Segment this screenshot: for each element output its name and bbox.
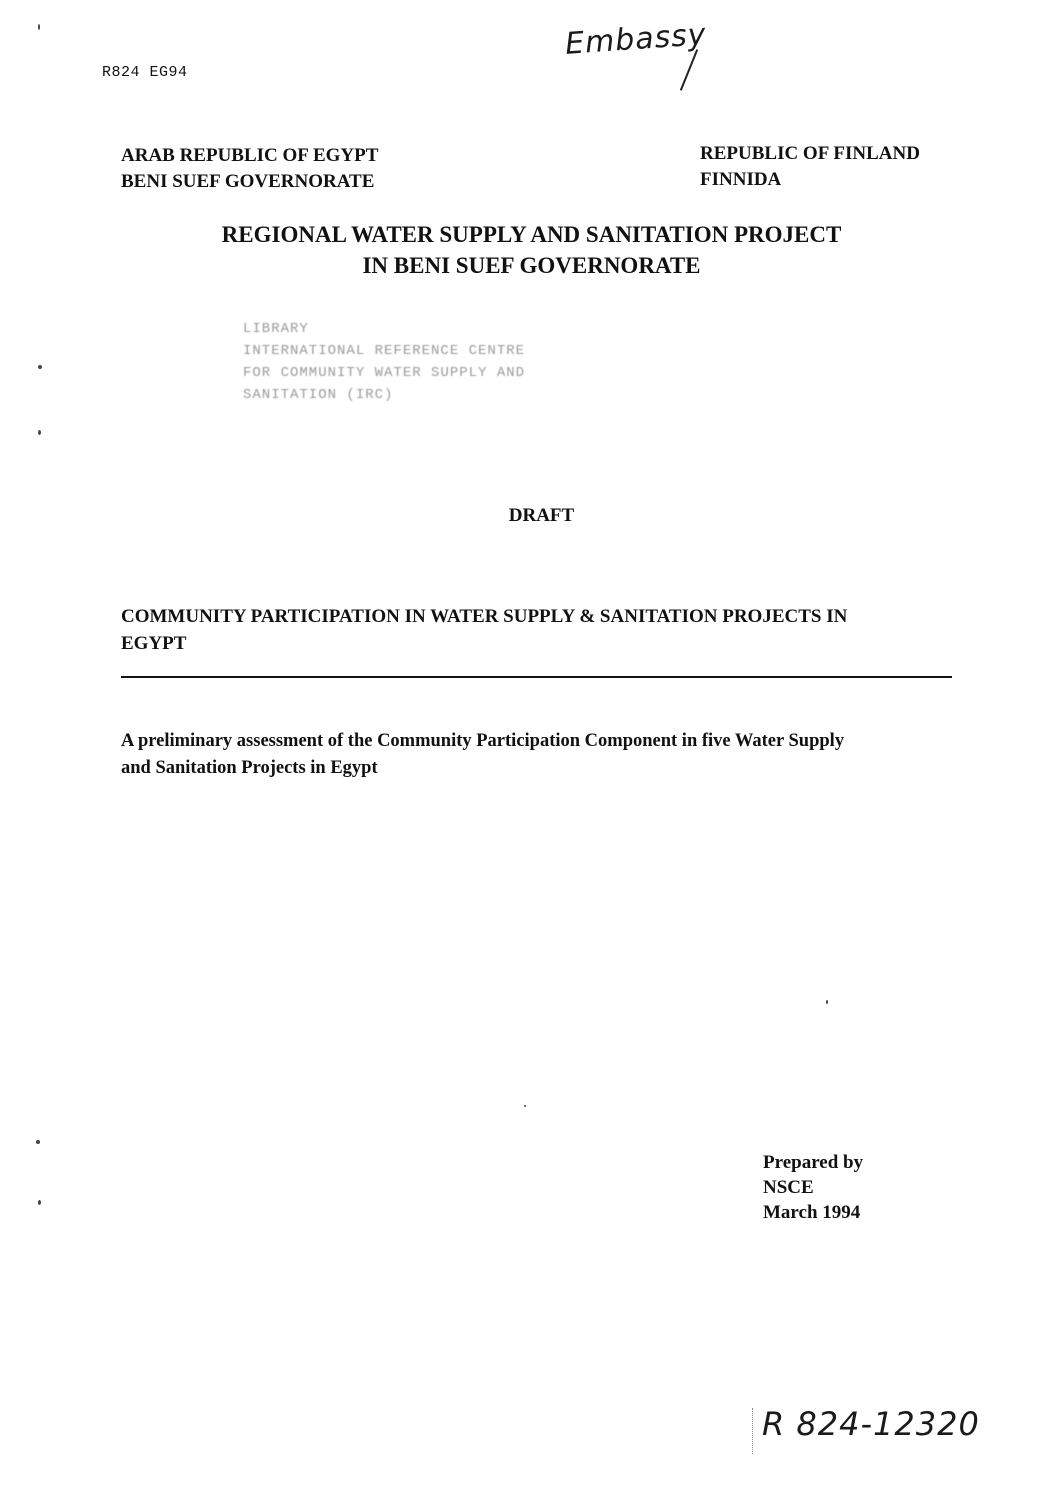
stamp-line1: LIBRARY — [243, 321, 309, 337]
scan-speck — [38, 1200, 41, 1205]
prepared-by-label: Prepared by — [763, 1152, 864, 1173]
draft-label: DRAFT — [508, 505, 575, 526]
subtitle-line2: and Sanitation Projects in Egypt — [121, 758, 378, 778]
stamp-line4: SANITATION (IRC) — [243, 387, 394, 403]
project-title-line1: REGIONAL WATER SUPPLY AND SANITATION PROJECT — [221, 222, 842, 247]
scan-speck — [38, 24, 40, 30]
country-name-egypt: ARAB REPUBLIC OF EGYPT — [121, 145, 379, 166]
report-title-line2: EGYPT — [121, 633, 187, 654]
scan-speck — [524, 1105, 526, 1107]
governorate-name: BENI SUEF GOVERNORATE — [121, 171, 375, 192]
agency-name: FINNIDA — [700, 169, 782, 190]
report-title-line1: COMMUNITY PARTICIPATION IN WATER SUPPLY & SANITATION PROJECTS IN — [121, 606, 848, 627]
scan-speck — [38, 365, 42, 369]
author-name: NSCE — [763, 1177, 814, 1198]
stamp-line3: FOR COMMUNITY WATER SUPPLY AND — [243, 365, 526, 381]
subtitle-line1: A preliminary assessment of the Community Participation Component in five Water Supply — [121, 731, 845, 751]
handwritten-note: Embassy — [563, 17, 708, 62]
stamp-line2: INTERNATIONAL REFERENCE CENTRE — [243, 343, 526, 359]
file-code: R824 EG94 — [102, 64, 188, 81]
country-block-right — [700, 141, 920, 193]
project-title-line2: IN BENI SUEF GOVERNORATE — [362, 253, 701, 278]
scan-speck — [38, 430, 41, 435]
report-subtitle — [121, 728, 844, 782]
scan-speck — [826, 1000, 828, 1004]
report-title — [121, 603, 847, 657]
publication-date: March 1994 — [763, 1202, 861, 1223]
country-name-finland: REPUBLIC OF FINLAND — [700, 143, 920, 164]
project-title — [0, 219, 1063, 281]
prepared-by-block — [763, 1150, 863, 1225]
catalog-number: R 824-12320 — [762, 1405, 980, 1443]
title-divider — [121, 676, 952, 678]
library-stamp — [243, 318, 525, 406]
country-block-left — [121, 143, 378, 195]
scan-speck — [36, 1140, 40, 1144]
handwritten-stroke — [680, 49, 698, 91]
catalog-margin-mark — [752, 1408, 753, 1454]
